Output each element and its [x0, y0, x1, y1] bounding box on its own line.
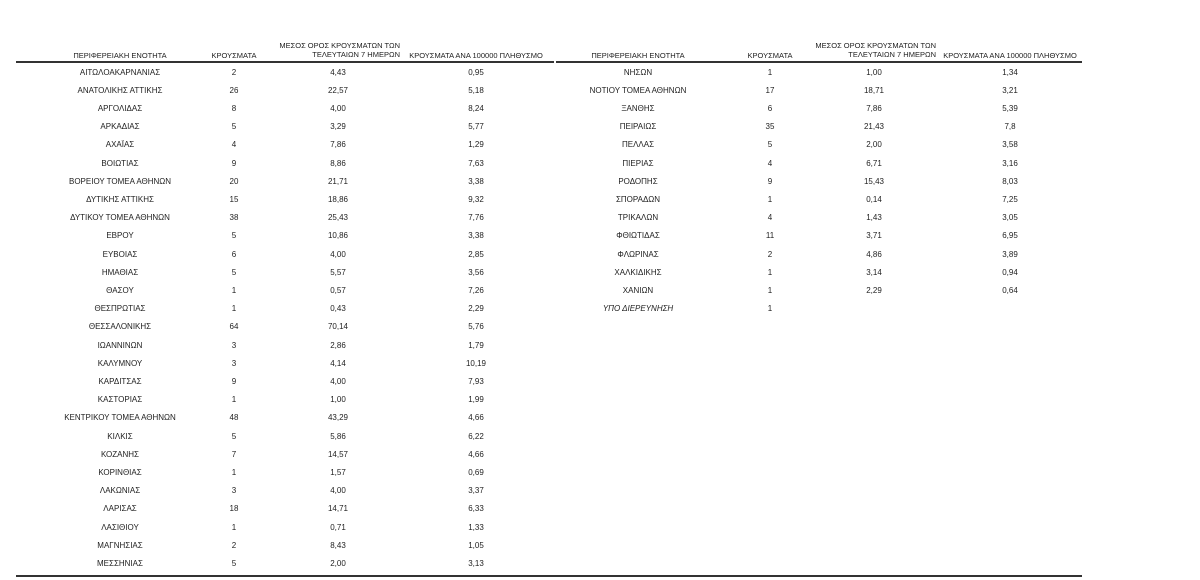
left-cell-cases: 26 [229, 85, 239, 95]
left-table-row [0, 318, 1200, 336]
right-table-row [0, 82, 1200, 100]
right-cell-avg: 7,86 [866, 103, 882, 113]
right-cell-avg: 21,43 [863, 122, 885, 132]
right-table-row [0, 191, 1200, 209]
left-cell-per100k: 1,33 [468, 522, 484, 532]
left-cell-per100k: 4,66 [468, 413, 484, 423]
left-cell-cases: 20 [229, 176, 239, 186]
left-cell-region: ΚΕΝΤΡΙΚΟΥ ΤΟΜΕΑ ΑΘΗΝΩΝ [64, 413, 176, 423]
right-header-region [570, 40, 706, 61]
left-header-per100k [400, 40, 552, 61]
left-cell-cases: 1 [231, 285, 237, 295]
right-header-region-label: ΠΕΡΙΦΕΡΕΙΑΚΗ ΕΝΟΤΗΤΑ [591, 51, 685, 61]
right-cell-region: ΧΑΝΙΩΝ [622, 285, 654, 295]
left-cell-per100k: 5,77 [468, 122, 484, 132]
right-cell-cases: 1 [767, 304, 773, 314]
right-cell-region: ΣΠΟΡΑΔΩΝ [615, 194, 661, 204]
left-cell-avg: 4,43 [330, 67, 346, 77]
right-cell-per100k: 3,21 [1002, 85, 1018, 95]
left-cell-avg: 14,57 [327, 449, 349, 459]
right-cell-avg: 18,71 [863, 85, 885, 95]
right-header-cases [732, 40, 808, 61]
left-header-cases [196, 40, 272, 61]
left-cell-per100k: 1,05 [468, 540, 484, 550]
left-cell-avg: 0,43 [330, 304, 346, 314]
left-cell-avg: 3,29 [330, 122, 346, 132]
left-cell-cases: 5 [231, 558, 237, 568]
right-table-row [0, 155, 1200, 173]
left-cell-cases: 1 [231, 522, 237, 532]
right-cell-avg: 3,14 [866, 267, 882, 277]
left-cell-cases: 3 [231, 486, 237, 496]
left-cell-avg: 7,86 [330, 140, 346, 150]
left-cell-avg: 43,29 [327, 413, 349, 423]
left-cell-region: ΕΒΡΟΥ [106, 231, 134, 241]
left-cell-per100k: 5,18 [468, 85, 484, 95]
right-table-row [0, 209, 1200, 227]
left-cell-avg: 8,86 [330, 158, 346, 168]
left-header-avg [276, 40, 400, 61]
left-cell-region: ΘΕΣΠΡΩΤΙΑΣ [94, 304, 146, 314]
left-table-row [0, 555, 1200, 573]
left-cell-cases: 9 [231, 376, 237, 386]
left-cell-avg: 21,71 [327, 176, 349, 186]
right-cell-region: ΠΙΕΡΙΑΣ [622, 158, 654, 168]
left-header-avg-line1: ΜΕΣΟΣ ΟΡΟΣ ΚΡΟΥΣΜΑΤΩΝ ΤΩΝ [279, 40, 400, 50]
right-header-avg-line2: ΤΕΛΕΥΤΑΙΩΝ 7 ΗΜΕΡΩΝ [848, 49, 936, 59]
right-table-row [0, 173, 1200, 191]
left-cell-cases: 5 [231, 267, 237, 277]
left-cell-avg: 22,57 [327, 85, 349, 95]
right-cell-cases: 5 [767, 140, 773, 150]
right-cell-region: ΡΟΔΟΠΗΣ [618, 176, 658, 186]
left-cell-avg: 10,86 [327, 231, 349, 241]
left-cell-region: ΑΡΚΑΔΙΑΣ [100, 122, 140, 132]
left-cell-cases: 64 [229, 322, 239, 332]
left-cell-region: ΑΝΑΤΟΛΙΚΗΣ ΑΤΤΙΚΗΣ [77, 85, 163, 95]
right-cell-per100k: 3,16 [1002, 158, 1018, 168]
left-cell-per100k: 7,93 [468, 376, 484, 386]
left-cell-region: ΗΜΑΘΙΑΣ [101, 267, 139, 277]
left-cell-region: ΚΟΡΙΝΘΙΑΣ [98, 467, 142, 477]
left-header-per100k-label: ΚΡΟΥΣΜΑΤΑ ΑΝΑ 100000 ΠΛΗΘΥΣΜΟ [409, 51, 543, 61]
left-cell-cases: 18 [229, 504, 239, 514]
left-cell-avg: 0,71 [330, 522, 346, 532]
right-cell-per100k: 0,64 [1002, 285, 1018, 295]
left-cell-per100k: 1,79 [468, 340, 484, 350]
right-cell-region: ΠΕΙΡΑΙΩΣ [619, 122, 657, 132]
right-header-cases-label: ΚΡΟΥΣΜΑΤΑ [747, 51, 793, 61]
left-cell-avg: 5,86 [330, 431, 346, 441]
right-cell-cases: 1 [767, 194, 773, 204]
left-cell-per100k: 2,29 [468, 304, 484, 314]
left-cell-cases: 9 [231, 158, 237, 168]
left-cell-per100k: 7,76 [468, 213, 484, 223]
left-cell-region: ΛΑΡΙΣΑΣ [103, 504, 137, 514]
left-cell-region: ΘΑΣΟΥ [106, 285, 134, 295]
left-cell-per100k: 3,38 [468, 176, 484, 186]
left-table-row [0, 500, 1200, 518]
left-table-row [0, 373, 1200, 391]
left-cell-avg: 2,86 [330, 340, 346, 350]
left-header-region [40, 40, 200, 61]
right-cell-region: ΞΑΝΘΗΣ [621, 103, 655, 113]
left-cell-per100k: 1,99 [468, 395, 484, 405]
left-cell-per100k: 1,29 [468, 140, 484, 150]
right-cell-per100k: 1,34 [1002, 67, 1018, 77]
left-cell-cases: 15 [229, 194, 239, 204]
right-cell-region: ΦΘΙΩΤΙΔΑΣ [616, 231, 660, 241]
right-cell-region: ΝΗΣΩΝ [623, 67, 653, 77]
right-cell-per100k: 6,95 [1002, 231, 1018, 241]
left-cell-per100k: 0,69 [468, 467, 484, 477]
left-cell-per100k: 3,37 [468, 486, 484, 496]
left-table-row [0, 409, 1200, 427]
left-table-row [0, 428, 1200, 446]
left-cell-per100k: 3,13 [468, 558, 484, 568]
left-cell-cases: 5 [231, 231, 237, 241]
left-cell-per100k: 5,76 [468, 322, 484, 332]
left-cell-avg: 70,14 [327, 322, 349, 332]
left-cell-region: ΚΟΖΑΝΗΣ [100, 449, 140, 459]
right-cell-cases: 1 [767, 67, 773, 77]
left-cell-region: ΑΙΤΩΛΟΑΚΑΡΝΑΝΙΑΣ [79, 67, 161, 77]
left-table-row [0, 482, 1200, 500]
left-cell-region: ΛΑΚΩΝΙΑΣ [99, 486, 141, 496]
left-cell-region: ΑΧΑΪΑΣ [105, 140, 135, 150]
right-cell-region: ΦΛΩΡΙΝΑΣ [617, 249, 659, 259]
left-cell-avg: 8,43 [330, 540, 346, 550]
left-cell-region: ΜΕΣΣΗΝΙΑΣ [97, 558, 143, 568]
left-cell-cases: 4 [231, 140, 237, 150]
left-cell-avg: 14,71 [327, 504, 349, 514]
right-cell-cases: 1 [767, 285, 773, 295]
left-cell-cases: 1 [231, 304, 237, 314]
left-cell-cases: 3 [231, 358, 237, 368]
right-cell-per100k: 3,89 [1002, 249, 1018, 259]
left-cell-per100k: 3,38 [468, 231, 484, 241]
left-header-cases-label: ΚΡΟΥΣΜΑΤΑ [211, 51, 257, 61]
bottom-rule [16, 575, 1082, 577]
right-header-per100k-label: ΚΡΟΥΣΜΑΤΑ ΑΝΑ 100000 ΠΛΗΘΥΣΜΟ [943, 51, 1077, 61]
right-table-row [0, 282, 1200, 300]
right-cell-avg: 4,86 [866, 249, 882, 259]
right-cell-cases: 1 [767, 267, 773, 277]
left-cell-region: ΚΑΣΤΟΡΙΑΣ [97, 395, 143, 405]
left-cell-per100k: 8,24 [468, 103, 484, 113]
left-table-row [0, 519, 1200, 537]
right-cell-per100k: 7,8 [1004, 122, 1016, 132]
right-cell-avg: 15,43 [863, 176, 885, 186]
left-cell-avg: 5,57 [330, 267, 346, 277]
left-cell-cases: 3 [231, 340, 237, 350]
left-cell-per100k: 10,19 [465, 358, 487, 368]
right-header-avg [812, 40, 936, 61]
left-cell-region: ΜΑΓΝΗΣΙΑΣ [97, 540, 143, 550]
right-cell-region: ΤΡΙΚΑΛΩΝ [617, 213, 659, 223]
left-cell-avg: 4,00 [330, 103, 346, 113]
left-table-row [0, 355, 1200, 373]
left-cell-per100k: 7,63 [468, 158, 484, 168]
right-cell-cases: 17 [765, 85, 775, 95]
left-cell-region: ΘΕΣΣΑΛΟΝΙΚΗΣ [88, 322, 152, 332]
left-cell-avg: 4,00 [330, 486, 346, 496]
left-cell-cases: 48 [229, 413, 239, 423]
left-cell-cases: 5 [231, 431, 237, 441]
right-table-row [0, 227, 1200, 245]
right-cell-cases: 2 [767, 249, 773, 259]
left-cell-region: ΔΥΤΙΚΟΥ ΤΟΜΕΑ ΑΘΗΝΩΝ [70, 213, 170, 223]
left-cell-avg: 4,00 [330, 376, 346, 386]
left-cell-avg: 2,00 [330, 558, 346, 568]
left-cell-per100k: 6,33 [468, 504, 484, 514]
right-table-row [0, 246, 1200, 264]
left-table-row [0, 537, 1200, 555]
left-table-row [0, 337, 1200, 355]
left-cell-avg: 4,00 [330, 249, 346, 259]
right-cell-cases: 4 [767, 158, 773, 168]
left-table-row [0, 391, 1200, 409]
left-cell-region: ΒΟΙΩΤΙΑΣ [101, 158, 139, 168]
left-cell-cases: 2 [231, 67, 237, 77]
left-table-row [0, 464, 1200, 482]
left-cell-cases: 6 [231, 249, 237, 259]
right-table-row [0, 100, 1200, 118]
left-cell-cases: 38 [229, 213, 239, 223]
left-cell-cases: 5 [231, 122, 237, 132]
left-cell-region: ΙΩΑΝΝΙΝΩΝ [97, 340, 143, 350]
left-cell-avg: 25,43 [327, 213, 349, 223]
right-table-row [0, 264, 1200, 282]
right-cell-per100k: 3,58 [1002, 140, 1018, 150]
left-cell-region: ΕΥΒΟΙΑΣ [102, 249, 138, 259]
right-table-row [0, 118, 1200, 136]
left-cell-per100k: 4,66 [468, 449, 484, 459]
right-cell-avg: 1,00 [866, 67, 882, 77]
right-cell-per100k: 0,94 [1002, 267, 1018, 277]
right-cell-per100k: 5,39 [1002, 103, 1018, 113]
right-cell-avg: 2,29 [866, 285, 882, 295]
left-header-avg-line2: ΤΕΛΕΥΤΑΙΩΝ 7 ΗΜΕΡΩΝ [312, 49, 400, 59]
left-table-row [0, 446, 1200, 464]
right-table-row [0, 64, 1200, 82]
left-cell-cases: 2 [231, 540, 237, 550]
left-cell-avg: 18,86 [327, 194, 349, 204]
right-header-per100k [934, 40, 1086, 61]
right-cell-cases: 4 [767, 213, 773, 223]
left-cell-region: ΚΙΛΚΙΣ [107, 431, 133, 441]
left-cell-per100k: 0,95 [468, 67, 484, 77]
left-cell-cases: 8 [231, 103, 237, 113]
right-cell-region: ΝΟΤΙΟΥ ΤΟΜΕΑ ΑΘΗΝΩΝ [589, 85, 687, 95]
right-cell-per100k: 7,25 [1002, 194, 1018, 204]
left-cell-cases: 1 [231, 467, 237, 477]
right-table-row [0, 136, 1200, 154]
left-cell-cases: 7 [231, 449, 237, 459]
right-cell-region: ΧΑΛΚΙΔΙΚΗΣ [614, 267, 662, 277]
left-cell-per100k: 3,56 [468, 267, 484, 277]
right-cell-cases: 35 [765, 122, 775, 132]
left-cell-per100k: 9,32 [468, 194, 484, 204]
left-cell-region: ΑΡΓΟΛΙΔΑΣ [97, 103, 143, 113]
left-cell-region: ΚΑΛΥΜΝΟΥ [97, 358, 143, 368]
right-cell-per100k: 8,03 [1002, 176, 1018, 186]
left-cell-per100k: 7,26 [468, 285, 484, 295]
right-header-avg-line1: ΜΕΣΟΣ ΟΡΟΣ ΚΡΟΥΣΜΑΤΩΝ ΤΩΝ [815, 40, 936, 50]
left-cell-region: ΚΑΡΔΙΤΣΑΣ [98, 376, 142, 386]
right-cell-avg: 0,14 [866, 194, 882, 204]
right-cell-avg: 6,71 [866, 158, 882, 168]
left-cell-avg: 1,57 [330, 467, 346, 477]
left-header-region-label: ΠΕΡΙΦΕΡΕΙΑΚΗ ΕΝΟΤΗΤΑ [73, 51, 167, 61]
left-cell-avg: 4,14 [330, 358, 346, 368]
right-table-row [0, 300, 1200, 318]
right-cell-per100k: 3,05 [1002, 213, 1018, 223]
left-cell-avg: 1,00 [330, 395, 346, 405]
left-cell-avg: 0,57 [330, 285, 346, 295]
right-cell-region: ΠΕΛΛΑΣ [621, 140, 655, 150]
left-cell-region: ΛΑΣΙΘΙΟΥ [101, 522, 139, 532]
right-cell-region: ΥΠΟ ΔΙΕΡΕΥΝΗΣΗ [602, 304, 674, 314]
left-cell-region: ΔΥΤΙΚΗΣ ΑΤΤΙΚΗΣ [86, 194, 154, 204]
right-cell-cases: 9 [767, 176, 773, 186]
left-cell-region: ΒΟΡΕΙΟΥ ΤΟΜΕΑ ΑΘΗΝΩΝ [68, 176, 172, 186]
right-cell-cases: 6 [767, 103, 773, 113]
right-cell-avg: 2,00 [866, 140, 882, 150]
right-cell-avg: 3,71 [866, 231, 882, 241]
left-cell-per100k: 6,22 [468, 431, 484, 441]
right-cell-cases: 11 [765, 231, 775, 241]
right-cell-avg: 1,43 [866, 213, 882, 223]
left-cell-per100k: 2,85 [468, 249, 484, 259]
left-cell-cases: 1 [231, 395, 237, 405]
